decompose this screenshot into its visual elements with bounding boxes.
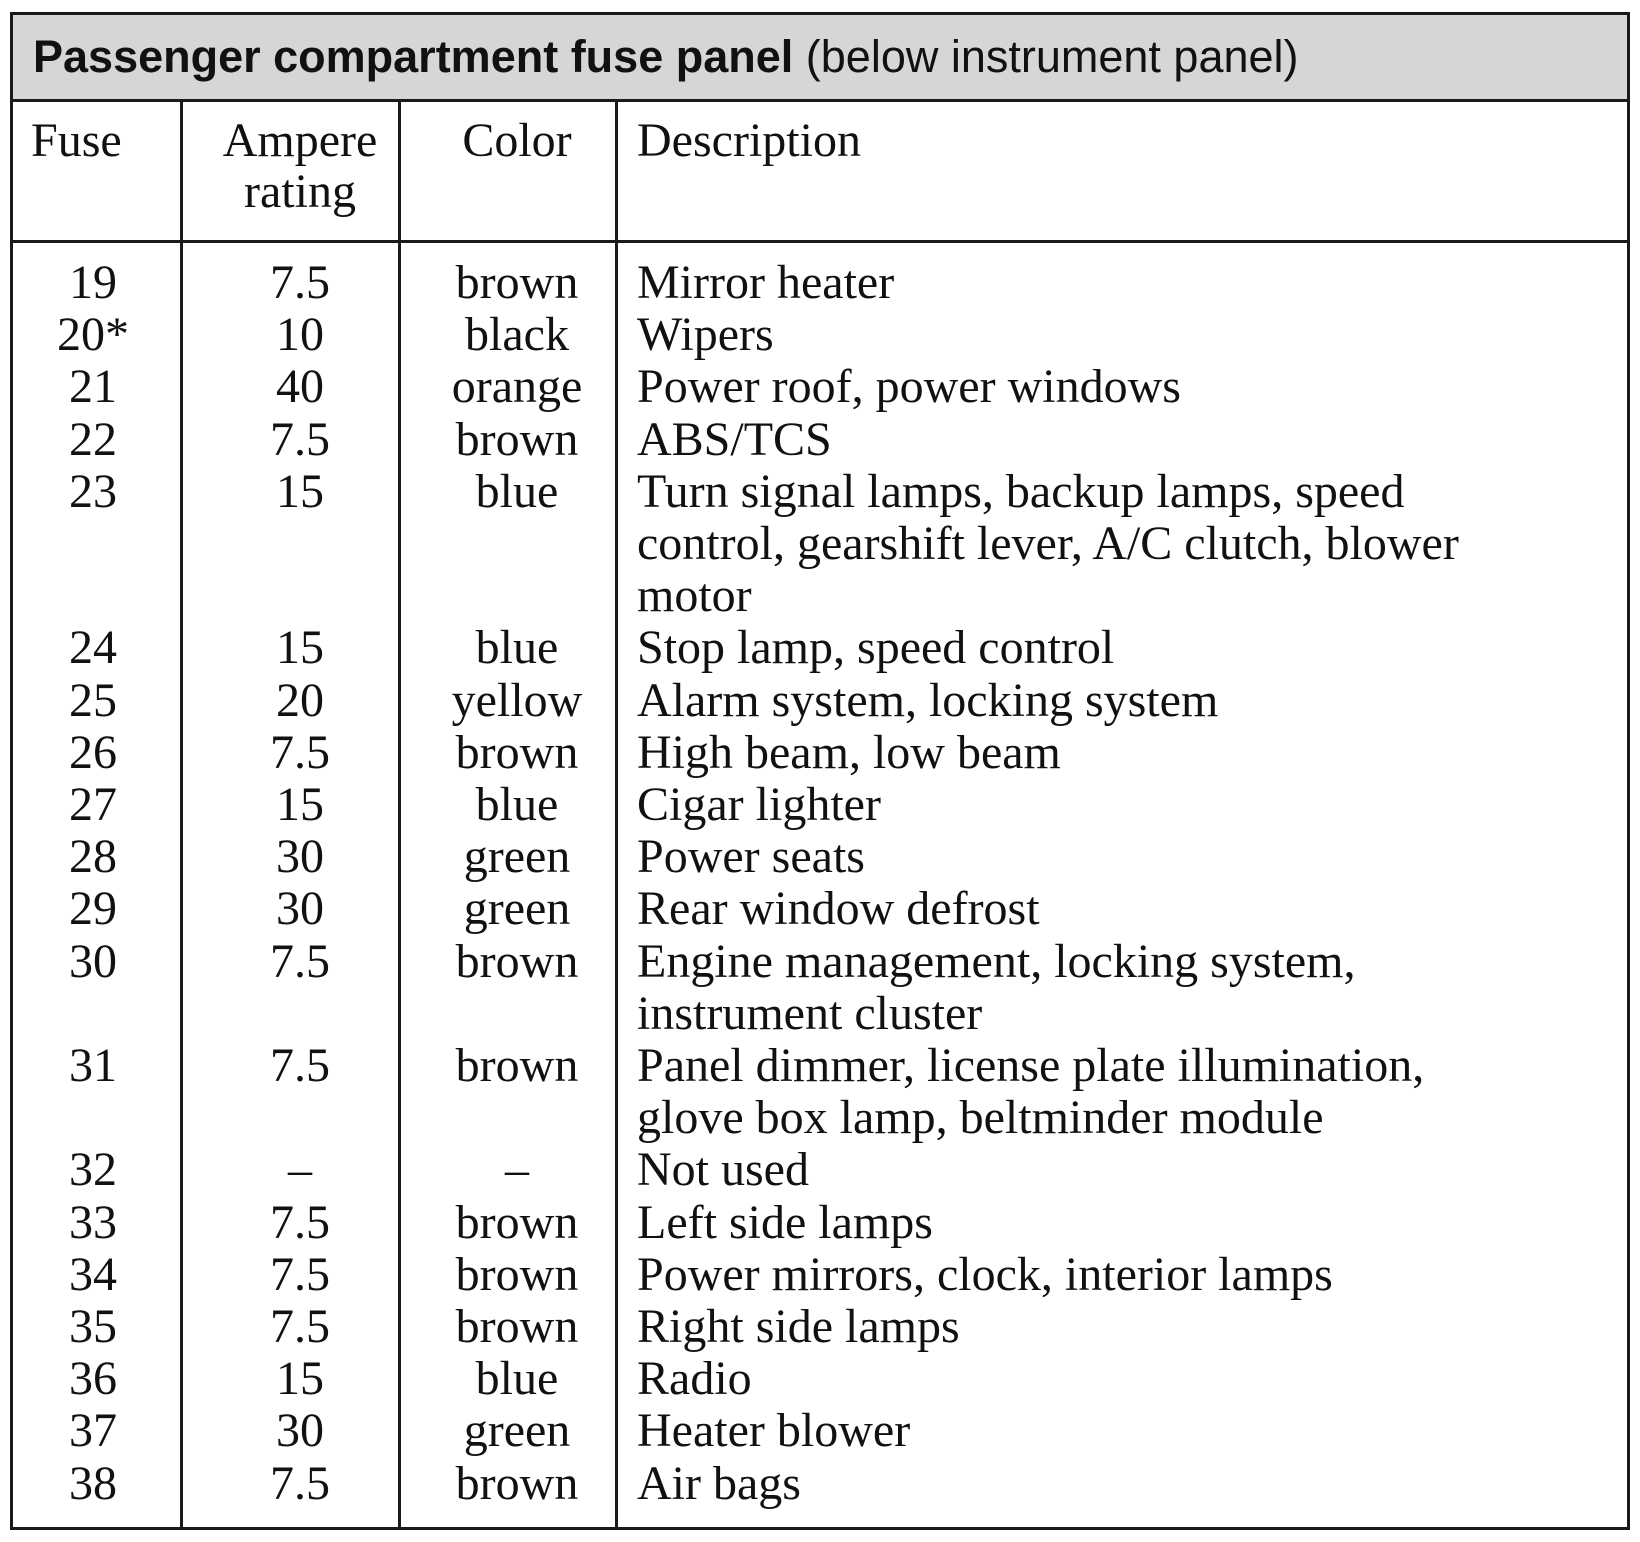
fuse-color: green <box>463 882 571 936</box>
fuse-color: brown <box>455 1039 579 1093</box>
table-row <box>13 675 1627 727</box>
ampere-rating: 10 <box>276 308 324 362</box>
table-body <box>13 257 1627 1510</box>
ampere-rating: 7.5 <box>270 256 330 309</box>
table-row <box>13 257 1627 309</box>
table-title <box>13 15 1627 102</box>
fuse-number: 26 <box>69 725 117 779</box>
fuse-color: brown <box>455 1300 579 1354</box>
ampere-rating: 15 <box>276 464 324 518</box>
fuse-panel-table <box>10 12 1630 1530</box>
fuse-number: 28 <box>69 830 117 884</box>
ampere-rating: 7.5 <box>270 934 330 988</box>
table-row <box>13 1405 1627 1457</box>
ampere-rating: 7.5 <box>270 1300 330 1354</box>
column-header-ampere-rating <box>190 115 410 217</box>
description-line: Stop lamp, speed control <box>637 621 1115 675</box>
fuse-color: blue <box>475 778 559 832</box>
fuse-description <box>637 1197 1577 1249</box>
fuse-color: black <box>465 308 569 362</box>
ampere-rating: 7.5 <box>270 1039 330 1093</box>
ampere-rating: 30 <box>276 830 324 884</box>
description-line: ABS/TCS <box>637 412 832 466</box>
fuse-color: blue <box>475 1352 559 1406</box>
fuse-number: 24 <box>69 621 117 675</box>
description-line: Right side lamps <box>637 1300 960 1354</box>
ampere-rating: 7.5 <box>270 1456 330 1510</box>
table-row <box>13 1144 1627 1196</box>
fuse-color: brown <box>455 725 579 779</box>
column-header-description: Description <box>637 114 861 167</box>
fuse-color: blue <box>475 621 559 675</box>
fuse-color: green <box>463 1404 571 1458</box>
fuse-number: 37 <box>69 1404 117 1458</box>
table-row <box>13 361 1627 413</box>
fuse-description <box>637 1144 1577 1196</box>
column-header-color: Color <box>462 114 572 167</box>
fuse-description <box>637 1458 1577 1510</box>
fuse-description <box>637 361 1577 413</box>
description-line: Alarm system, locking system <box>637 673 1219 727</box>
fuse-description <box>637 622 1577 674</box>
column-header-ampere-line1: Ampere <box>222 114 378 167</box>
fuse-description <box>637 1405 1577 1457</box>
fuse-description <box>637 779 1577 831</box>
fuse-number: 20* <box>57 308 129 362</box>
fuse-number: 32 <box>69 1143 117 1197</box>
table-row <box>13 414 1627 466</box>
description-line: Not used <box>637 1143 809 1197</box>
description-line: Air bags <box>637 1456 801 1510</box>
table-row <box>13 622 1627 674</box>
fuse-number: 25 <box>69 673 117 727</box>
ampere-rating: 30 <box>276 1404 324 1458</box>
description-line: Heater blower <box>637 1404 911 1458</box>
ampere-rating: 7.5 <box>270 1247 330 1301</box>
ampere-rating: 20 <box>276 673 324 727</box>
fuse-description <box>637 936 1577 1040</box>
description-line: Wipers <box>637 308 774 362</box>
fuse-description <box>637 414 1577 466</box>
table-row <box>13 936 1627 1040</box>
fuse-number: 33 <box>69 1195 117 1249</box>
fuse-number: 21 <box>69 360 117 414</box>
fuse-color: orange <box>451 360 583 414</box>
fuse-number: 27 <box>69 778 117 832</box>
fuse-color: green <box>463 830 571 884</box>
description-line: motor <box>637 569 752 623</box>
ampere-rating: 7.5 <box>270 725 330 779</box>
fuse-description <box>637 1040 1577 1144</box>
fuse-description <box>637 727 1577 779</box>
table-row <box>13 1353 1627 1405</box>
fuse-description <box>637 831 1577 883</box>
fuse-color: brown <box>455 1247 579 1301</box>
description-line: Power seats <box>637 830 865 884</box>
description-line: Power mirrors, clock, interior lamps <box>637 1247 1333 1301</box>
table-row <box>13 883 1627 935</box>
fuse-color: yellow <box>451 673 583 727</box>
description-line: High beam, low beam <box>637 725 1061 779</box>
fuse-color: – <box>505 1143 529 1197</box>
description-line: Engine management, locking system, <box>637 934 1356 988</box>
table-row <box>13 1197 1627 1249</box>
description-line: control, gearshift lever, A/C clutch, blower <box>637 517 1459 571</box>
table-row <box>13 466 1627 623</box>
description-line: Power roof, power windows <box>637 360 1181 414</box>
header-divider <box>13 240 1627 243</box>
fuse-description <box>637 257 1577 309</box>
fuse-color: brown <box>455 412 579 466</box>
ampere-rating: – <box>288 1143 312 1197</box>
ampere-rating: 15 <box>276 621 324 675</box>
fuse-description <box>637 1301 1577 1353</box>
table-row <box>13 831 1627 883</box>
table-title-subtitle: (below instrument panel) <box>805 31 1299 82</box>
ampere-rating: 15 <box>276 778 324 832</box>
fuse-description <box>637 1353 1577 1405</box>
description-line: Mirror heater <box>637 256 895 309</box>
ampere-rating: 7.5 <box>270 412 330 466</box>
description-line: Radio <box>637 1352 752 1406</box>
table-row <box>13 727 1627 779</box>
fuse-number: 30 <box>69 934 117 988</box>
fuse-description <box>637 675 1577 727</box>
fuse-number: 23 <box>69 464 117 518</box>
table-row <box>13 1040 1627 1144</box>
table-title-bold: Passenger compartment fuse panel <box>33 31 794 82</box>
table-row <box>13 309 1627 361</box>
fuse-description <box>637 883 1577 935</box>
ampere-rating: 30 <box>276 882 324 936</box>
description-line: Left side lamps <box>637 1195 933 1249</box>
fuse-number: 38 <box>69 1456 117 1510</box>
table-row <box>13 1458 1627 1510</box>
description-line: instrument cluster <box>637 986 983 1040</box>
fuse-number: 34 <box>69 1247 117 1301</box>
ampere-rating: 7.5 <box>270 1195 330 1249</box>
fuse-description <box>637 1249 1577 1301</box>
column-header-fuse: Fuse <box>31 114 122 167</box>
description-line: Cigar lighter <box>637 778 881 832</box>
table-row <box>13 1249 1627 1301</box>
fuse-number: 36 <box>69 1352 117 1406</box>
fuse-color: brown <box>455 1195 579 1249</box>
description-line: Panel dimmer, license plate illumination, <box>637 1039 1425 1093</box>
fuse-description <box>637 309 1577 361</box>
description-line: Rear window defrost <box>637 882 1040 936</box>
fuse-color: brown <box>455 934 579 988</box>
description-line: glove box lamp, beltminder module <box>637 1091 1324 1145</box>
fuse-description <box>637 466 1577 623</box>
fuse-color: brown <box>455 1456 579 1510</box>
table-row <box>13 1301 1627 1353</box>
fuse-number: 22 <box>69 412 117 466</box>
fuse-color: brown <box>455 256 579 309</box>
table-row <box>13 779 1627 831</box>
ampere-rating: 15 <box>276 1352 324 1406</box>
fuse-number: 29 <box>69 882 117 936</box>
ampere-rating: 40 <box>276 360 324 414</box>
fuse-number: 35 <box>69 1300 117 1354</box>
fuse-number: 19 <box>69 256 117 309</box>
fuse-color: blue <box>475 464 559 518</box>
fuse-number: 31 <box>69 1039 117 1093</box>
description-line: Turn signal lamps, backup lamps, speed <box>637 464 1405 518</box>
column-header-ampere-line2: rating <box>244 165 356 218</box>
